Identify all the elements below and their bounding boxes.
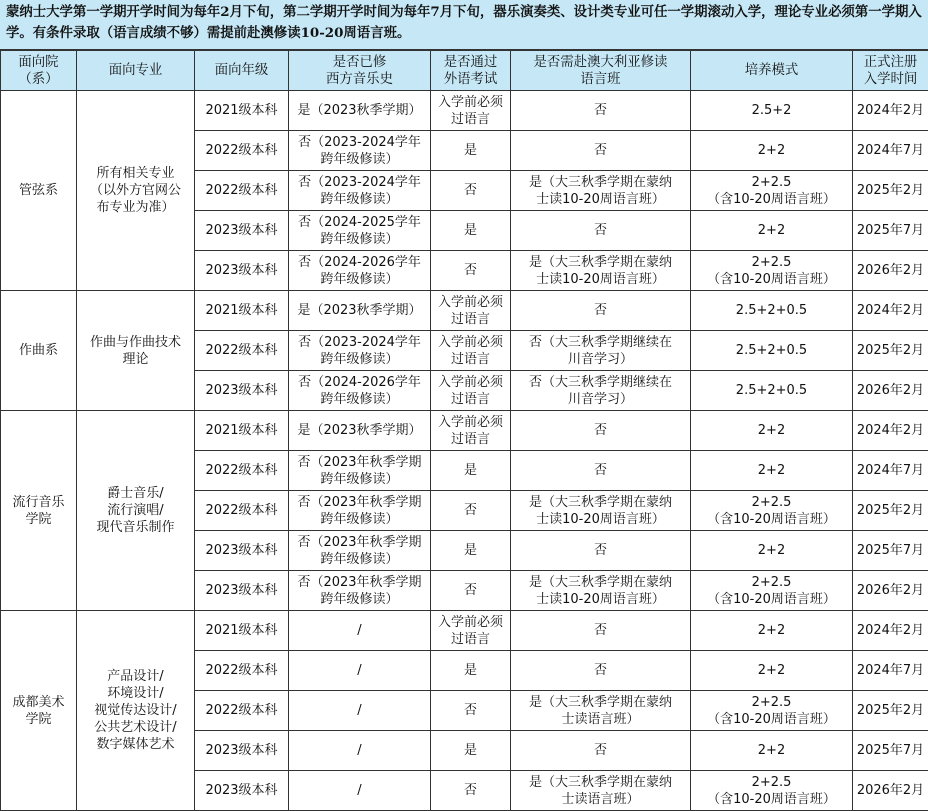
department-cell: 流行音乐 学院 bbox=[1, 411, 77, 611]
program-mode-cell: 2.5+2 bbox=[691, 91, 853, 131]
language-course-cell: 否（大三秋季学期继续在 川音学习） bbox=[511, 371, 691, 411]
language-exam-cell: 入学前必须 过语言 bbox=[431, 291, 511, 331]
header-row bbox=[1, 51, 928, 91]
language-course-cell: 是（大三秋季学期在蒙纳 士读语言班） bbox=[511, 771, 691, 811]
enrollment-date-cell: 2024年7月 bbox=[853, 651, 928, 691]
program-mode-cell: 2+2 bbox=[691, 731, 853, 771]
music-history-cell: 否（2024-2025学年 跨年级修读） bbox=[289, 211, 431, 251]
enrollment-date-cell: 2025年2月 bbox=[853, 691, 928, 731]
music-history-cell: 是（2023秋季学期） bbox=[289, 411, 431, 451]
music-history-cell: 否（2023年秋季学期 跨年级修读） bbox=[289, 491, 431, 531]
enrollment-date-cell: 2025年2月 bbox=[853, 491, 928, 531]
major-cell: 爵士音乐/ 流行演唱/ 现代音乐制作 bbox=[77, 411, 195, 611]
enrollment-date-cell: 2026年2月 bbox=[853, 371, 928, 411]
enrollment-date-cell: 2024年2月 bbox=[853, 291, 928, 331]
table-row bbox=[1, 411, 928, 451]
music-history-cell: / bbox=[289, 731, 431, 771]
language-course-cell: 是（大三秋季学期在蒙纳 士读10-20周语言班） bbox=[511, 571, 691, 611]
language-exam-cell: 是 bbox=[431, 131, 511, 171]
enrollment-date-cell: 2025年2月 bbox=[853, 171, 928, 211]
grade-cell: 2023级本科 bbox=[195, 731, 289, 771]
language-exam-cell: 入学前必须 过语言 bbox=[431, 91, 511, 131]
language-exam-cell: 入学前必须 过语言 bbox=[431, 371, 511, 411]
enrollment-date-cell: 2024年2月 bbox=[853, 411, 928, 451]
language-exam-cell: 否 bbox=[431, 491, 511, 531]
language-exam-cell: 入学前必须 过语言 bbox=[431, 611, 511, 651]
enrollment-date-cell: 2026年2月 bbox=[853, 771, 928, 811]
enrollment-date-cell: 2024年2月 bbox=[853, 611, 928, 651]
enrollment-date-cell: 2024年2月 bbox=[853, 91, 928, 131]
grade-cell: 2022级本科 bbox=[195, 171, 289, 211]
language-course-cell: 否 bbox=[511, 411, 691, 451]
grade-cell: 2023级本科 bbox=[195, 771, 289, 811]
music-history-cell: 否（2023年秋季学期 跨年级修读） bbox=[289, 531, 431, 571]
table-row bbox=[1, 611, 928, 651]
program-mode-cell: 2+2 bbox=[691, 451, 853, 491]
table-body bbox=[1, 91, 928, 811]
language-course-cell: 否 bbox=[511, 291, 691, 331]
header-major: 面向专业 bbox=[77, 51, 195, 91]
music-history-cell: 是（2023秋季学期） bbox=[289, 91, 431, 131]
department-cell: 作曲系 bbox=[1, 291, 77, 411]
header-music-history: 是否已修 西方音乐史 bbox=[289, 51, 431, 91]
language-course-cell: 否 bbox=[511, 451, 691, 491]
music-history-cell: 否（2024-2026学年 跨年级修读） bbox=[289, 251, 431, 291]
music-history-cell: 否（2023年秋季学期 跨年级修读） bbox=[289, 571, 431, 611]
department-cell: 管弦系 bbox=[1, 91, 77, 291]
program-mode-cell: 2+2.5 （含10-20周语言班） bbox=[691, 771, 853, 811]
program-mode-cell: 2+2.5 （含10-20周语言班） bbox=[691, 251, 853, 291]
language-exam-cell: 是 bbox=[431, 451, 511, 491]
language-exam-cell: 否 bbox=[431, 251, 511, 291]
program-mode-cell: 2+2.5 （含10-20周语言班） bbox=[691, 691, 853, 731]
major-cell: 所有相关专业 （以外方官网公 布专业为准） bbox=[77, 91, 195, 291]
grade-cell: 2021级本科 bbox=[195, 291, 289, 331]
language-course-cell: 否 bbox=[511, 651, 691, 691]
enrollment-date-cell: 2025年2月 bbox=[853, 331, 928, 371]
program-mode-cell: 2+2 bbox=[691, 411, 853, 451]
header-department: 面向院 （系） bbox=[1, 51, 77, 91]
language-course-cell: 否（大三秋季学期继续在 川音学习） bbox=[511, 331, 691, 371]
language-course-cell: 否 bbox=[511, 211, 691, 251]
language-exam-cell: 入学前必须 过语言 bbox=[431, 411, 511, 451]
language-course-cell: 是（大三秋季学期在蒙纳 士读语言班） bbox=[511, 691, 691, 731]
program-mode-cell: 2+2 bbox=[691, 131, 853, 171]
grade-cell: 2022级本科 bbox=[195, 691, 289, 731]
music-history-cell: 否（2023-2024学年 跨年级修读） bbox=[289, 131, 431, 171]
header-grade: 面向年级 bbox=[195, 51, 289, 91]
language-exam-cell: 是 bbox=[431, 731, 511, 771]
language-course-cell: 否 bbox=[511, 131, 691, 171]
language-exam-cell: 否 bbox=[431, 571, 511, 611]
grade-cell: 2021级本科 bbox=[195, 411, 289, 451]
language-course-cell: 否 bbox=[511, 731, 691, 771]
music-history-cell: / bbox=[289, 691, 431, 731]
enrollment-date-cell: 2025年7月 bbox=[853, 531, 928, 571]
program-mode-cell: 2+2.5 （含10-20周语言班） bbox=[691, 571, 853, 611]
grade-cell: 2023级本科 bbox=[195, 211, 289, 251]
header-language-course: 是否需赴澳大利亚修读 语言班 bbox=[511, 51, 691, 91]
language-course-cell: 是（大三秋季学期在蒙纳 士读10-20周语言班） bbox=[511, 491, 691, 531]
language-exam-cell: 是 bbox=[431, 211, 511, 251]
music-history-cell: 否（2023年秋季学期 跨年级修读） bbox=[289, 451, 431, 491]
major-cell: 产品设计/ 环境设计/ 视觉传达设计/ 公共艺术设计/ 数字媒体艺术 bbox=[77, 611, 195, 811]
language-exam-cell: 否 bbox=[431, 691, 511, 731]
grade-cell: 2022级本科 bbox=[195, 451, 289, 491]
grade-cell: 2022级本科 bbox=[195, 651, 289, 691]
grade-cell: 2021级本科 bbox=[195, 611, 289, 651]
music-history-cell: / bbox=[289, 771, 431, 811]
program-mode-cell: 2.5+2+0.5 bbox=[691, 291, 853, 331]
program-mode-cell: 2.5+2+0.5 bbox=[691, 331, 853, 371]
language-course-cell: 否 bbox=[511, 91, 691, 131]
language-course-cell: 是（大三秋季学期在蒙纳 士读10-20周语言班） bbox=[511, 251, 691, 291]
grade-cell: 2022级本科 bbox=[195, 331, 289, 371]
music-history-cell: 否（2023-2024学年 跨年级修读） bbox=[289, 331, 431, 371]
language-course-cell: 是（大三秋季学期在蒙纳 士读10-20周语言班） bbox=[511, 171, 691, 211]
grade-cell: 2022级本科 bbox=[195, 131, 289, 171]
grade-cell: 2023级本科 bbox=[195, 571, 289, 611]
music-history-cell: 否（2024-2026学年 跨年级修读） bbox=[289, 371, 431, 411]
enrollment-date-cell: 2024年7月 bbox=[853, 131, 928, 171]
program-mode-cell: 2+2.5 （含10-20周语言班） bbox=[691, 171, 853, 211]
language-exam-cell: 是 bbox=[431, 651, 511, 691]
program-mode-cell: 2+2 bbox=[691, 531, 853, 571]
program-mode-cell: 2+2 bbox=[691, 611, 853, 651]
header-enrollment-date: 正式注册 入学时间 bbox=[853, 51, 928, 91]
grade-cell: 2023级本科 bbox=[195, 531, 289, 571]
music-history-cell: 是（2023秋季学期） bbox=[289, 291, 431, 331]
enrollment-date-cell: 2025年7月 bbox=[853, 211, 928, 251]
program-table bbox=[0, 50, 928, 811]
music-history-cell: 否（2023-2024学年 跨年级修读） bbox=[289, 171, 431, 211]
language-exam-cell: 是 bbox=[431, 531, 511, 571]
enrollment-date-cell: 2026年2月 bbox=[853, 571, 928, 611]
table-row bbox=[1, 291, 928, 331]
music-history-cell: / bbox=[289, 611, 431, 651]
enrollment-date-cell: 2026年2月 bbox=[853, 251, 928, 291]
language-course-cell: 否 bbox=[511, 531, 691, 571]
enrollment-date-cell: 2025年7月 bbox=[853, 731, 928, 771]
program-mode-cell: 2+2.5 （含10-20周语言班） bbox=[691, 491, 853, 531]
language-course-cell: 否 bbox=[511, 611, 691, 651]
grade-cell: 2023级本科 bbox=[195, 251, 289, 291]
program-mode-cell: 2+2 bbox=[691, 211, 853, 251]
grade-cell: 2021级本科 bbox=[195, 91, 289, 131]
program-mode-cell: 2+2 bbox=[691, 651, 853, 691]
header-language-exam: 是否通过 外语考试 bbox=[431, 51, 511, 91]
language-exam-cell: 否 bbox=[431, 771, 511, 811]
language-exam-cell: 否 bbox=[431, 171, 511, 211]
enrollment-notice: 蒙纳士大学第一学期开学时间为每年2月下旬，第二学期开学时间为每年7月下旬，器乐演奏类、设计类专业可任一学期滚动入学，理论专业必须第一学期入学。有条件录取（语言成绩不够）需提前赴澳修读10-20周语言班。 bbox=[0, 0, 928, 50]
program-mode-cell: 2.5+2+0.5 bbox=[691, 371, 853, 411]
enrollment-date-cell: 2024年7月 bbox=[853, 451, 928, 491]
table-row bbox=[1, 91, 928, 131]
department-cell: 成都美术 学院 bbox=[1, 611, 77, 811]
language-exam-cell: 入学前必须 过语言 bbox=[431, 331, 511, 371]
music-history-cell: / bbox=[289, 651, 431, 691]
header-program-mode: 培养模式 bbox=[691, 51, 853, 91]
grade-cell: 2022级本科 bbox=[195, 491, 289, 531]
major-cell: 作曲与作曲技术 理论 bbox=[77, 291, 195, 411]
grade-cell: 2023级本科 bbox=[195, 371, 289, 411]
